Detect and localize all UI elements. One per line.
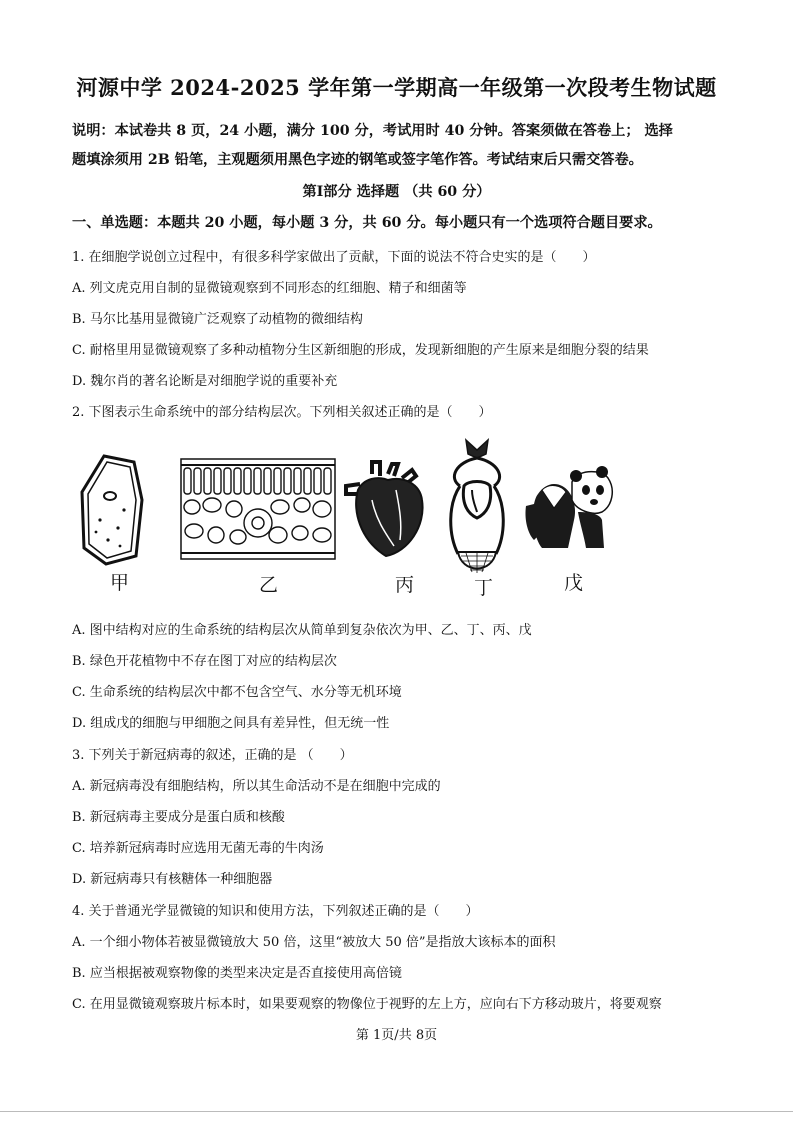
question-3-stem: 3. 下列关于新冠病毒的叙述，正确的是 （ ）	[72, 748, 353, 763]
figure-label-wu: 戊	[564, 572, 584, 594]
question-1-option-a: A. 列文虎克用自制的显微镜观察到不同形态的红细胞、精子和细菌等	[72, 281, 467, 296]
exam-instructions	[72, 117, 722, 175]
question-2-stem: 2. 下图表示生命系统中的部分结构层次。下列相关叙述正确的是（ ）	[72, 405, 492, 420]
question-2-option-c: C. 生命系统的结构层次中都不包含空气、水分等无机环境	[72, 685, 402, 700]
question-3-option-c: C. 培养新冠病毒时应选用无菌无毒的牛肉汤	[72, 841, 324, 856]
instructions-line-1: 说明：本试卷共 8 页，24 小题，满分 100 分，考试用时 40 分钟。答案须做在答卷上； 选择	[72, 123, 673, 139]
life-system-levels-figure	[72, 432, 632, 597]
page-bottom-divider	[0, 1111, 793, 1112]
question-2-option-a: A. 图中结构对应的生命系统的结构层次从简单到复杂依次为甲、乙、丁、丙、戊	[72, 623, 532, 638]
figure-label-jia: 甲	[110, 572, 130, 594]
part-heading: 第Ⅰ部分 选择题 （共 60 分）	[302, 184, 491, 200]
question-1-option-c: C. 耐格里用显微镜观察了多种动植物分生区新细胞的形成，发现新细胞的产生原来是细胞分裂的结果	[72, 343, 649, 358]
figure-label-bing: 丙	[395, 574, 415, 596]
question-3-option-b: B. 新冠病毒主要成分是蛋白质和核酸	[72, 810, 285, 825]
question-3-option-d: D. 新冠病毒只有核糖体一种细胞器	[72, 872, 273, 887]
question-1-stem: 1. 在细胞学说创立过程中，有很多科学家做出了贡献，下面的说法不符合史实的是（ ）	[72, 250, 596, 265]
plant-cell-image	[80, 452, 144, 567]
question-2-option-b: B. 绿色开花植物中不存在图丁对应的结构层次	[72, 654, 337, 669]
question-1-option-b: B. 马尔比基用显微镜广泛观察了动植物的微细结构	[72, 312, 363, 327]
circulatory-system-image	[446, 434, 508, 584]
section-heading: 一、单选题：本题共 20 小题，每小题 3 分，共 60 分。每小题只有一个选项符合题目要求。	[72, 215, 662, 231]
figure-label-yi: 乙	[259, 574, 279, 596]
panda-image	[524, 464, 616, 554]
page-number: 第 1页/共 8页	[355, 1028, 438, 1043]
question-4-option-a: A. 一个细小物体若被显微镜放大 50 倍，这里“被放大 50 倍”是指放大该标本的面积	[72, 935, 556, 950]
instructions-line-2: 题填涂须用 2B 铅笔，主观题须用黑色字迹的钢笔或签字笔作答。考试结束后只需交答卷。	[72, 152, 643, 168]
question-2-option-d: D. 组成戊的细胞与甲细胞之间具有差异性，但无统一性	[72, 716, 390, 731]
question-3-option-a: A. 新冠病毒没有细胞结构，所以其生命活动不是在细胞中完成的	[72, 779, 441, 794]
leaf-tissue-image	[180, 457, 336, 561]
question-4-option-b: B. 应当根据被观察物像的类型来决定是否直接使用高倍镜	[72, 966, 402, 981]
page-title: 河源中学 2024-2025 学年第一学期高一年级第一次段考生物试题	[76, 75, 717, 100]
figure-label-ding: 丁	[474, 577, 494, 599]
heart-image	[342, 460, 430, 560]
question-4-option-c: C. 在用显微镜观察玻片标本时，如果要观察的物像位于视野的左上方，应向右下方移动玻片，将要观察	[72, 997, 662, 1012]
question-1-option-d: D. 魏尔肖的著名论断是对细胞学说的重要补充	[72, 374, 338, 389]
question-4-stem: 4. 关于普通光学显微镜的知识和使用方法，下列叙述正确的是（ ）	[72, 904, 479, 919]
